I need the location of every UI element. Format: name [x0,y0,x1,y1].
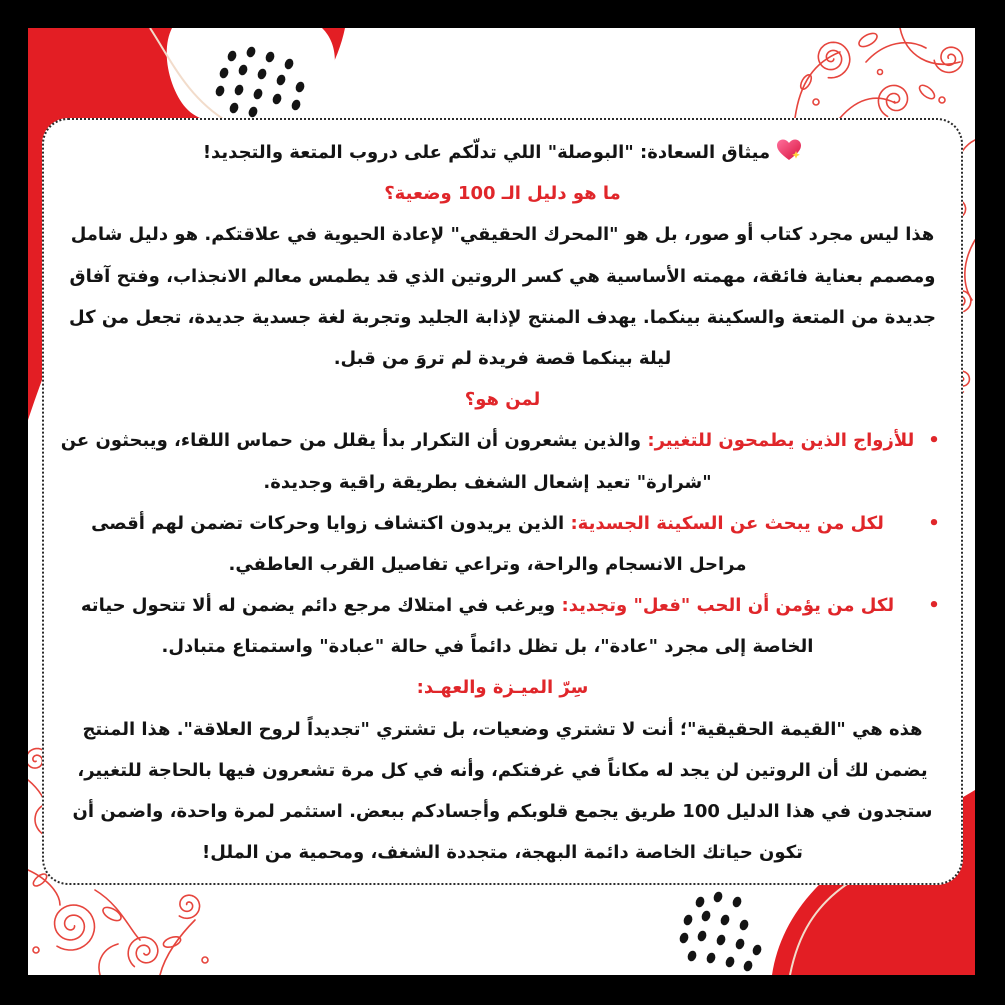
bullet-line: الخاصة إلى مجرد "عادة"، بل تظل دائماً في حالة "عبادة" واستمتاع متبادل. [161,636,814,658]
bullet-line: مراحل الانسجام والراحة، وتراعي تفاصيل القرب العاطفي. [228,553,747,575]
sparkling-heart-icon [776,136,802,160]
bullet-label: لكل من يؤمن أن الحب "فعل" وتجديد: [561,595,895,617]
bullet-text: الذين يريدون اكتشاف زوايا وحركات تضمن لهم أقصى [91,512,565,534]
bullet-item [56,503,949,585]
card-content [44,132,961,873]
paragraph-line: جديدة من المتعة والسكينة بينكما. يهدف المنتج لإذابة الجليد وتجربة لغة جسدية جديدة، تجعل من كل [69,306,936,328]
card-title-text: ميثاق السعادة: "البوصلة" اللي تدلّكم على دروب المتعة والتجديد! [202,142,771,163]
card-title [56,132,949,173]
section-heading-secret: سِرّ الميـزة والعهـد: [416,677,589,699]
bullet-line [56,503,919,544]
bullet-dot-icon: • [928,430,940,452]
bullet-item [56,420,949,502]
paragraph-line: تكون حياتك الخاصة دائمة البهجة، متجددة الشغف، ومحمية من الملل! [202,842,803,864]
bullet-dot-icon: • [928,595,940,617]
info-card [42,118,963,885]
bullet-line [56,585,919,626]
paragraph-line: ومصمم بعناية فائقة، مهمته الأساسية هي كسر الروتين الذي قد يطمس معالم الانجذاب، وفتح آفاق [69,265,936,287]
paragraph-line: هذا ليس مجرد كتاب أو صور، بل هو "المحرك الحقيقي" لإعادة الحيوية في علاقتكم. هو دليل شامل [70,224,935,246]
bullet-item [56,585,949,667]
bullet-line [56,420,919,461]
section-heading-what-is: ما هو دليل الـ 100 وضعية؟ [384,183,621,205]
bullet-dot-icon: • [928,512,940,534]
bullet-label: للأزواج الذين يطمحون للتغيير: [647,430,915,452]
paragraph-line: هذه هي "القيمة الحقيقية"؛ أنت لا تشتري وضعيات، بل تشتري "تجديداً لروح العلاقة". هذا المنتج [82,718,923,740]
paragraph-line: يضمن لك أن الروتين لن يجد له مكاناً في غرفتكم، وأنه في كل مرة تشعرون فيها بالحاجة للتغيير، [77,759,928,781]
paragraph-line: ليلة بينكما قصة فريدة لم تروَ من قبل. [333,347,672,369]
bullet-line: "شرارة" تعيد إشعال الشغف بطريقة راقية وجديدة. [263,471,712,493]
paragraph-line: ستجدون في هذا الدليل 100 طريق يجمع قلوبكم وأجسادكم ببعض. استثمر لمرة واحدة، واضمن أن [72,801,933,822]
bullet-body [56,585,919,667]
bullet-body [56,503,919,585]
bullet-label: لكل من يبحث عن السكينة الجسدية: [570,512,884,534]
bullet-text: ويرغب في امتلاك مرجع دائم يضمن له ألا تتحول حياته [80,595,556,617]
bullet-body [56,420,919,502]
section-heading-who-for: لمن هو؟ [464,389,541,411]
bullet-text: والذين يشعرون أن التكرار بدأ يقلل من حماس اللقاء، ويبحثون عن [60,430,642,452]
